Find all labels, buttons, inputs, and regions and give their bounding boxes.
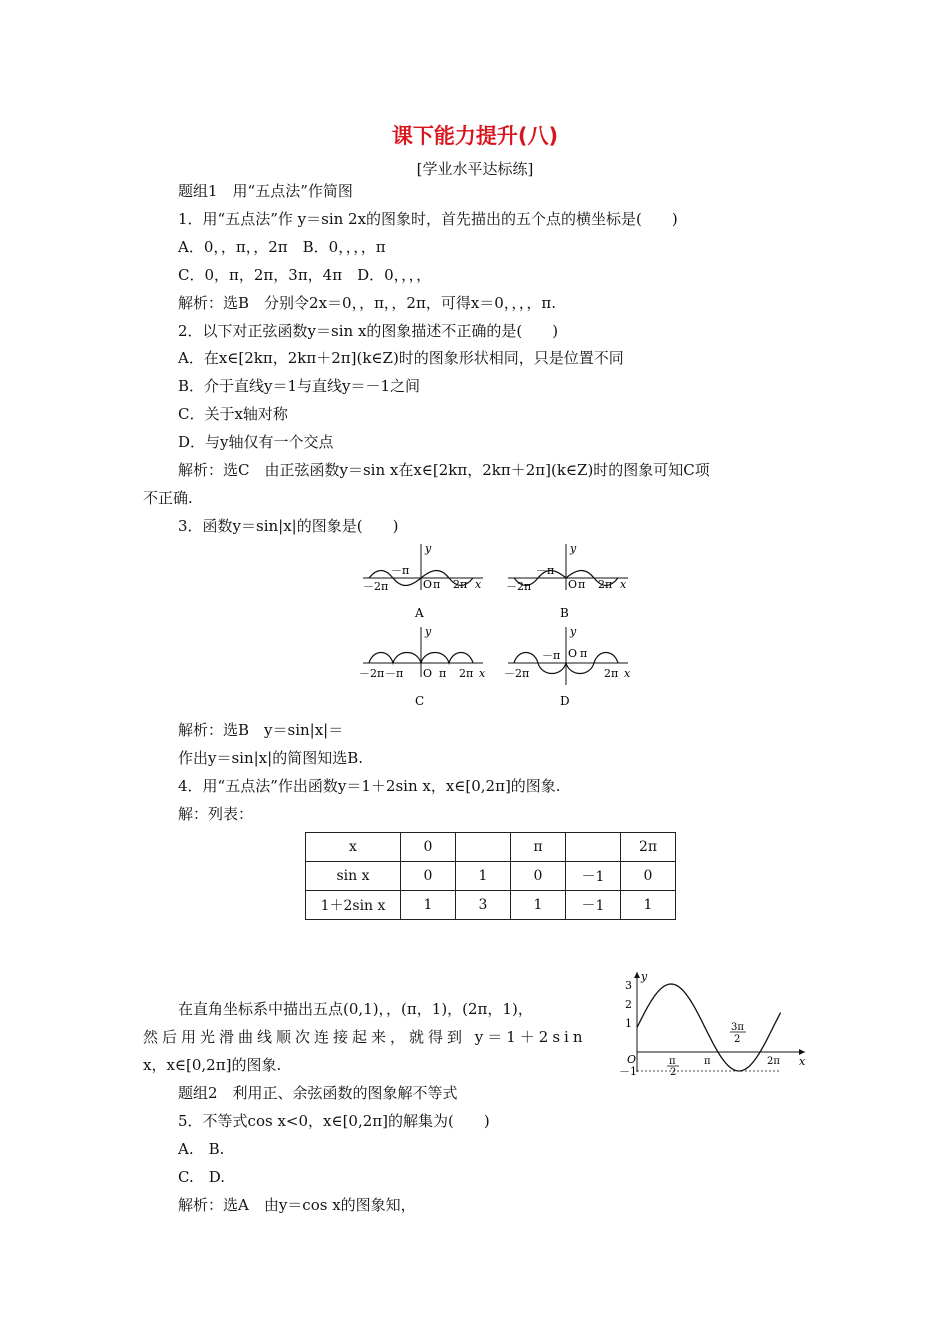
graph-b-tick: 2π: [598, 578, 613, 591]
graph-a-tick: π: [433, 578, 441, 591]
table-cell: 1: [456, 862, 511, 891]
q2-answer-cont: 不正确.: [143, 489, 193, 507]
q5-answer: 解析：选A 由y＝cos x的图象知，: [178, 1196, 416, 1214]
table-cell: 0: [621, 862, 676, 891]
graph-a-tick: －2π: [363, 580, 389, 593]
table-row: [306, 891, 676, 920]
table-cell: －1: [566, 891, 621, 920]
question-2: 2．以下对正弦函数y＝sin x的图象描述不正确的是( ): [178, 322, 559, 340]
table-cell: π: [511, 833, 566, 862]
graph-a-label: A: [415, 606, 424, 620]
table-cell: [456, 833, 511, 862]
graph-d-label: D: [560, 694, 570, 708]
x-label-pi-half: π: [669, 1056, 676, 1067]
graph-a: [363, 542, 483, 620]
q5-options-cd: C. D.: [178, 1168, 225, 1186]
graph-b-tick: O: [568, 578, 578, 591]
graph-b-tick: π: [578, 578, 586, 591]
table-cell: 1: [511, 891, 566, 920]
graph-a-tick: O: [423, 578, 433, 591]
y-tick-3: 3: [625, 979, 632, 992]
graph-d-tick: －2π: [504, 667, 530, 680]
q4-paragraph-1: 在直角坐标系中描出五点(0,1)，，(π，1)，(2π，1)，: [178, 1000, 533, 1018]
graph-d-tick: 2π: [604, 667, 619, 680]
group-heading: 题组1 用“五点法”作简图: [178, 182, 353, 200]
page-subtitle: [学业水平达标练]: [416, 160, 534, 178]
graph-c-tick: x: [479, 667, 486, 680]
q2-answer: 解析：选C 由正弦函数y＝sin x在x∈[2kπ，2kπ＋2π](k∈Z)时的图象可知C项: [178, 461, 710, 479]
graph-c-tick: y: [425, 625, 432, 638]
graph-c-tick: －π: [385, 667, 404, 680]
choice-graphs: [355, 540, 645, 720]
q2-option-b: B．介于直线y＝1与直线y＝－1之间: [178, 377, 421, 395]
graph-c: [359, 625, 486, 708]
q3-answer: 解析：选B y＝sin|x|＝: [178, 721, 344, 739]
graph-a-tick: x: [475, 578, 482, 591]
q2-option-a: A．在x∈[2kπ，2kπ＋2π](k∈Z)时的图象形状相同，只是位置不同: [178, 349, 624, 367]
y-tick-2: 2: [625, 998, 632, 1011]
q4-paragraph-2: 然后用光滑曲线顺次连接起来，就得到 y＝1＋2sin: [143, 1028, 587, 1046]
origin-label: O: [627, 1053, 637, 1066]
y-axis-label: y: [641, 970, 648, 983]
graph-d-tick: x: [624, 667, 631, 680]
q2-option-d: D．与y轴仅有一个交点: [178, 433, 334, 451]
table-row: [306, 833, 676, 862]
graph-a-tick: 2π: [453, 578, 468, 591]
y-tick-neg1: －1: [619, 1065, 637, 1078]
graph-d-tick: π: [580, 647, 588, 660]
graph-d-tick: y: [570, 625, 577, 638]
graph-b-tick: －π: [536, 564, 555, 577]
q4-paragraph-3: x，x∈[0,2π]的图象.: [143, 1056, 282, 1074]
graph-b-label: B: [560, 606, 569, 620]
q4-solution: 解：列表：: [178, 805, 254, 823]
table-cell: 1: [621, 891, 676, 920]
x-label-pi-half-den: 2: [670, 1067, 677, 1078]
x-axis-label: x: [799, 1055, 806, 1068]
graph-b-tick: x: [620, 578, 627, 591]
table-cell: 0: [511, 862, 566, 891]
table-cell: 0: [401, 862, 456, 891]
graph-c-tick: π: [439, 667, 447, 680]
page-title: 课下能力提升(八): [391, 124, 559, 148]
y-tick-1: 1: [625, 1017, 632, 1030]
table-cell: 3: [456, 891, 511, 920]
table-cell: 2π: [621, 833, 676, 862]
question-4: 4．用“五点法”作出函数y＝1＋2sin x，x∈[0,2π]的图象.: [178, 777, 561, 795]
graph-d-tick: O: [568, 647, 578, 660]
q1-options-cd: C．0，π，2π，3π，4π D．0，，，，: [178, 266, 432, 284]
table-cell: －1: [566, 862, 621, 891]
table-cell: [566, 833, 621, 862]
q5-options-ab: A. B.: [178, 1140, 225, 1158]
q1-options-ab: A．0，，π，，2π B．0，，，，π: [178, 238, 386, 256]
graph-d-tick: －π: [542, 649, 561, 662]
table-cell: 0: [401, 833, 456, 862]
graph-a-tick: y: [425, 542, 432, 555]
graph-b-tick: y: [570, 542, 577, 555]
x-label-2pi: 2π: [767, 1056, 780, 1067]
table-row: [306, 862, 676, 891]
table-cell: 1＋2sin x: [306, 891, 401, 920]
graph-b: [506, 542, 628, 620]
question-3: 3．函数y＝sin|x|的图象是( ): [178, 517, 399, 535]
table-cell: 1: [401, 891, 456, 920]
x-label-pi: π: [704, 1056, 711, 1067]
q2-option-c: C．关于x轴对称: [178, 405, 288, 423]
graph-c-tick: 2π: [459, 667, 474, 680]
graph-c-tick: O: [423, 667, 433, 680]
q3-answer-cont: 作出y＝sin|x|的简图知选B.: [178, 749, 363, 767]
question-5: 5．不等式cos x<0，x∈[0,2π]的解集为( ): [178, 1112, 490, 1130]
question-1: 1．用“五点法”作 y＝sin 2x的图象时，首先描出的五个点的横坐标是( ): [178, 210, 678, 228]
table-cell: x: [306, 833, 401, 862]
q1-answer: 解析：选B 分别令2x＝0，，π，，2π，可得x＝0，，，，π.: [178, 294, 556, 312]
group-2-heading: 题组2 利用正、余弦函数的图象解不等式: [178, 1084, 458, 1102]
graph-c-label: C: [415, 694, 425, 708]
table-cell: sin x: [306, 862, 401, 891]
x-label-3pi-half: 3π: [731, 1022, 744, 1033]
x-label-3pi-half-den: 2: [734, 1034, 741, 1045]
graph-a-tick: －π: [391, 564, 410, 577]
graph-d: [504, 625, 631, 708]
sine-sketch: [615, 968, 815, 1083]
value-table: [305, 832, 676, 920]
graph-c-tick: －2π: [359, 667, 385, 680]
graph-b-tick: －2π: [506, 580, 532, 593]
